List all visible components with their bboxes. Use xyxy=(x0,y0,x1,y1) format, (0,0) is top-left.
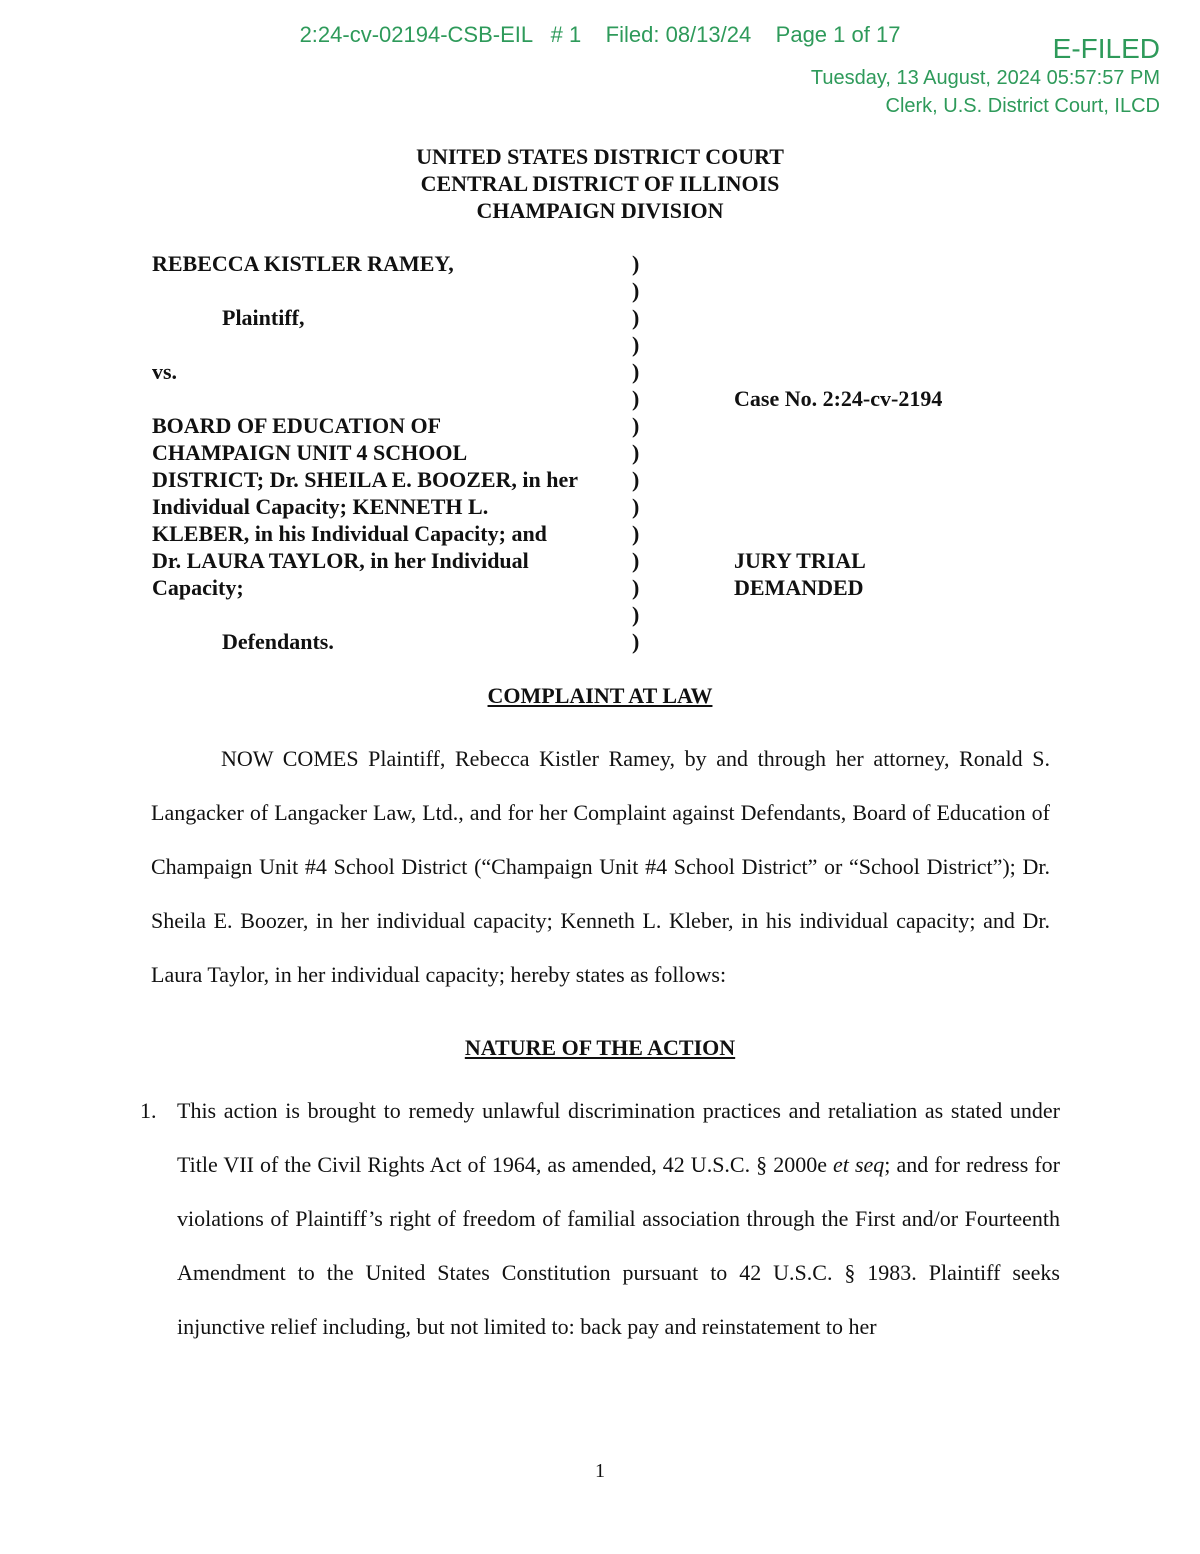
paren: ) xyxy=(632,359,640,384)
defendant-line: BOARD OF EDUCATION OF xyxy=(152,413,442,438)
paren: ) xyxy=(632,332,640,357)
paren: ) xyxy=(632,278,640,303)
paren: ) xyxy=(632,602,640,627)
defendant-line: Dr. LAURA TAYLOR, in her Individual xyxy=(152,548,529,573)
paren: ) xyxy=(632,251,640,276)
defendant-line: KLEBER, in his Individual Capacity; and xyxy=(152,521,547,546)
paren: ) xyxy=(632,440,640,465)
caption-parentheses xyxy=(632,250,639,655)
jury-demand-line1: JURY TRIAL xyxy=(734,548,866,573)
paragraph-1-text-a: This action is brought to remedy unlawful discrimination practices and retaliation as stated under Title VII of the Civil Rights Act of 1964, as amended, 42 U.S.C. § 2000e xyxy=(177,1098,1060,1177)
paragraph-number: 1. xyxy=(140,1098,157,1123)
defendants-role: Defendants. xyxy=(222,629,334,654)
nature-heading: NATURE OF THE ACTION xyxy=(464,1035,736,1060)
defendant-line: Capacity; xyxy=(152,575,244,600)
plaintiff-name: REBECCA KISTLER RAMEY, xyxy=(152,251,454,276)
court-name: UNITED STATES DISTRICT COURT xyxy=(416,144,784,169)
paren: ) xyxy=(632,629,640,654)
court-title xyxy=(0,143,1200,224)
efiled-label: E-FILED xyxy=(1052,33,1160,64)
court-district: CENTRAL DISTRICT OF ILLINOIS xyxy=(420,171,780,196)
efiled-clerk: Clerk, U.S. District Court, ILCD xyxy=(885,95,1160,117)
paragraph-1 xyxy=(140,1084,1060,1354)
paren: ) xyxy=(632,386,640,411)
paren: ) xyxy=(632,548,640,573)
versus: vs. xyxy=(152,359,178,384)
case-number: Case No. 2:24-cv-2194 xyxy=(734,386,943,411)
paragraph-1-text-b: ; and for redress for violations of Plaintiff’s right of freedom of familial association through the First and/or Fourteenth Amendment to the United States Constitution pursuant to 42 U.S.C. § 1983. Plaintiff seeks injunctive relief including, but not limited to: back pay and reinstatement to her xyxy=(177,1152,1060,1339)
paren: ) xyxy=(632,413,640,438)
filing-stamp-header: 2:24-cv-02194-CSB-EIL # 1 Filed: 08/13/24 Page 1 of 17 xyxy=(299,22,901,47)
efiled-stamp xyxy=(811,34,1160,120)
paren: ) xyxy=(632,575,640,600)
paren: ) xyxy=(632,305,640,330)
complaint-heading: COMPLAINT AT LAW xyxy=(487,683,713,708)
defendant-line: Individual Capacity; KENNETH L. xyxy=(152,494,489,519)
defendant-line: CHAMPAIGN UNIT 4 SCHOOL xyxy=(152,440,468,465)
page-number: 1 xyxy=(595,1460,605,1482)
intro-paragraph: NOW COMES Plaintiff, Rebecca Kistler Ramey, by and through her attorney, Ronald S. Langacker of Langacker Law, Ltd., and for her Complaint against Defendants, Board of Education of Champaign Unit #4 School District (“Champaign Unit #4 School District” or “School District”); Dr. Sheila E. Boozer, in her individual capacity; Kenneth L. Kleber, in his individual capacity; and Dr. Laura Taylor, in her individual capacity; hereby states as follows: xyxy=(151,746,1050,987)
case-caption-parties xyxy=(152,250,622,655)
paren: ) xyxy=(632,494,640,519)
plaintiff-role: Plaintiff, xyxy=(222,305,305,330)
paren: ) xyxy=(632,521,640,546)
efiled-datetime: Tuesday, 13 August, 2024 05:57:57 PM xyxy=(810,67,1160,89)
court-division: CHAMPAIGN DIVISION xyxy=(476,198,724,223)
paragraph-1-text xyxy=(177,1084,1060,1354)
defendant-line: DISTRICT; Dr. SHEILA E. BOOZER, in her xyxy=(152,467,579,492)
paren: ) xyxy=(632,467,640,492)
paragraph-1-italic: et seq xyxy=(833,1152,885,1177)
jury-demand xyxy=(734,547,866,601)
jury-demand-line2: DEMANDED xyxy=(734,575,864,600)
